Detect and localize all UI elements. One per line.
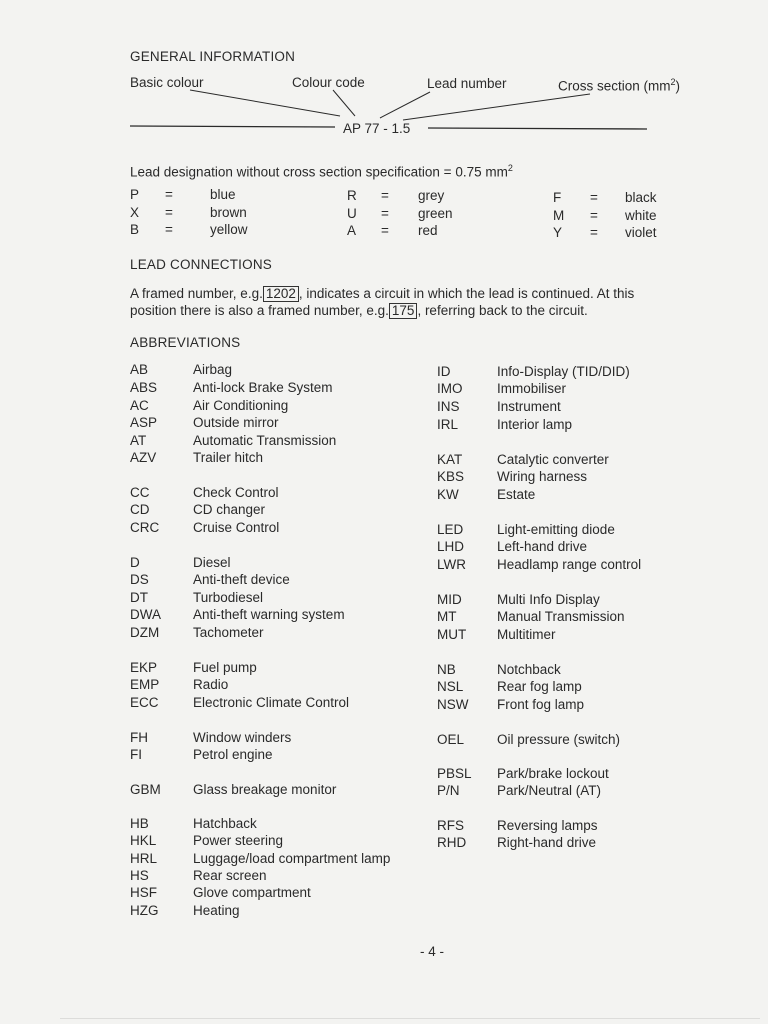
lead-connections-heading: LEAD CONNECTIONS <box>130 257 272 272</box>
colour-equals: = <box>165 205 173 220</box>
abbreviation-code: NSL <box>437 679 464 694</box>
abbreviation-code: AZV <box>130 450 157 465</box>
abbreviation-definition: Reversing lamps <box>497 818 598 833</box>
abbreviation-definition: Oil pressure (switch) <box>497 732 621 747</box>
abbreviation-definition: Headlamp range control <box>497 557 642 572</box>
abbreviation-definition: Glass breakage monitor <box>193 782 337 797</box>
abbreviation-definition: Check Control <box>193 485 279 500</box>
abbreviation-code: NB <box>437 662 456 677</box>
abbreviation-code: CD <box>130 502 150 517</box>
abbreviation-code: LWR <box>437 557 466 572</box>
colour-name: blue <box>210 187 236 202</box>
abbreviation-code: NSW <box>437 697 469 712</box>
abbreviation-code: EMP <box>130 677 160 692</box>
colour-name: black <box>625 190 657 205</box>
abbreviation-definition: Radio <box>193 677 229 692</box>
abbreviation-code: ABS <box>130 380 158 395</box>
colour-equals: = <box>590 208 598 223</box>
colour-equals: = <box>590 190 598 205</box>
abbreviation-code: HZG <box>130 903 159 918</box>
abbreviation-definition: Rear fog lamp <box>497 679 582 694</box>
abbreviation-code: PBSL <box>437 766 472 781</box>
abbreviation-definition: Anti-theft warning system <box>193 607 345 622</box>
general-information-heading: GENERAL INFORMATION <box>130 49 296 64</box>
abbreviation-definition: Right-hand drive <box>497 835 597 850</box>
abbreviation-definition: Instrument <box>497 399 561 414</box>
colour-code: X <box>130 205 140 220</box>
colour-equals: = <box>381 223 389 238</box>
abbreviations-heading: ABBREVIATIONS <box>130 335 241 350</box>
abbreviation-definition: Multi Info Display <box>497 592 600 607</box>
page-bottom-edge <box>60 1018 760 1019</box>
colour-equals: = <box>381 206 389 221</box>
abbreviation-definition: Hatchback <box>193 816 257 831</box>
abbreviation-code: GBM <box>130 782 161 797</box>
colour-code: R <box>347 188 357 203</box>
colour-name: yellow <box>210 222 248 237</box>
colour-equals: = <box>590 225 598 240</box>
label-colour-code: Colour code <box>292 75 365 90</box>
abbreviation-code: RHD <box>437 835 467 850</box>
abbreviation-code: DT <box>130 590 148 605</box>
abbreviation-code: DWA <box>130 607 161 622</box>
abbreviation-code: MID <box>437 592 462 607</box>
lead-line2-end: , referring back to the circuit. <box>417 303 588 318</box>
lead-connections-line-2 <box>130 303 588 319</box>
abbreviation-code: EKP <box>130 660 158 675</box>
abbreviation-code: ASP <box>130 415 158 430</box>
abbreviation-code: INS <box>437 399 460 414</box>
colour-code: Y <box>553 225 563 240</box>
abbreviation-code: LHD <box>437 539 465 554</box>
abbreviation-code: MT <box>437 609 457 624</box>
abbreviation-definition: Trailer hitch <box>193 450 264 465</box>
abbreviation-definition: Window winders <box>193 730 292 745</box>
colour-name: green <box>418 206 453 221</box>
abbreviation-definition: Front fog lamp <box>497 697 585 712</box>
abbreviation-definition: Immobiliser <box>497 381 567 396</box>
abbreviation-definition: Automatic Transmission <box>193 433 337 448</box>
abbreviation-definition: Glove compartment <box>193 885 311 900</box>
abbreviation-code: MUT <box>437 627 467 642</box>
abbreviation-code: D <box>130 555 140 570</box>
abbreviation-code: ECC <box>130 695 159 710</box>
abbreviation-code: HKL <box>130 833 157 848</box>
abbreviation-definition: Diesel <box>193 555 231 570</box>
abbreviation-definition: Anti-lock Brake System <box>193 380 333 395</box>
abbreviation-code: RFS <box>437 818 464 833</box>
lead-line2-start: position there is also a framed number, e.g. <box>130 303 389 318</box>
abbreviation-code: ID <box>437 364 451 379</box>
abbreviation-definition: Rear screen <box>193 868 267 883</box>
colour-name: white <box>625 208 657 223</box>
abbreviation-code: CRC <box>130 520 160 535</box>
framed-number: 175 <box>389 303 418 319</box>
abbreviation-definition: Fuel pump <box>193 660 257 675</box>
abbreviation-definition: Left-hand drive <box>497 539 588 554</box>
label-cross-sup: 2 <box>670 77 676 87</box>
colour-name: violet <box>625 225 657 240</box>
abbreviation-code: KAT <box>437 452 463 467</box>
abbreviation-code: HB <box>130 816 149 831</box>
lead-connections-line-1 <box>130 286 634 302</box>
lead-line1-end: , indicates a circuit in which the lead is continued. At this <box>298 286 635 301</box>
abbreviation-code: FH <box>130 730 148 745</box>
abbreviation-definition: Turbodiesel <box>193 590 264 605</box>
colour-equals: = <box>165 187 173 202</box>
abbreviation-definition: Petrol engine <box>193 747 273 762</box>
abbreviation-code: FI <box>130 747 142 762</box>
abbreviation-definition: CD changer <box>193 502 266 517</box>
label-basic-colour: Basic colour <box>130 75 204 90</box>
abbreviation-code: AB <box>130 362 149 377</box>
abbreviation-definition: Power steering <box>193 833 284 848</box>
colour-equals: = <box>381 188 389 203</box>
colour-code: P <box>130 187 140 202</box>
abbreviation-definition: Manual Transmission <box>497 609 625 624</box>
abbreviation-definition: Park/Neutral (AT) <box>497 783 602 798</box>
lead-example-code: AP 77 - 1.5 <box>343 121 411 136</box>
lead-line1-start: A framed number, e.g. <box>130 286 263 301</box>
colour-name: brown <box>210 205 247 220</box>
label-cross-end: ) <box>675 78 681 94</box>
abbreviation-code: KBS <box>437 469 465 484</box>
abbreviation-definition: Luggage/load compartment lamp <box>193 851 391 866</box>
abbreviation-code: DS <box>130 572 149 587</box>
abbreviation-definition: Cruise Control <box>193 520 280 535</box>
abbreviation-definition: Tachometer <box>193 625 264 640</box>
abbreviation-definition: Electronic Climate Control <box>193 695 350 710</box>
abbreviation-code: LED <box>437 522 464 537</box>
colour-name: red <box>418 223 438 238</box>
abbreviation-definition: Multitimer <box>497 627 556 642</box>
colour-code: M <box>553 208 565 223</box>
abbreviation-definition: Heating <box>193 903 240 918</box>
abbreviation-definition: Air Conditioning <box>193 398 289 413</box>
colour-code: U <box>347 206 357 221</box>
designation-sup: 2 <box>507 163 513 173</box>
abbreviation-code: IMO <box>437 381 463 396</box>
abbreviation-code: HS <box>130 868 149 883</box>
abbreviation-code: KW <box>437 487 459 502</box>
abbreviation-definition: Light-emitting diode <box>497 522 615 537</box>
abbreviation-definition: Catalytic converter <box>497 452 609 467</box>
abbreviation-definition: Outside mirror <box>193 415 279 430</box>
label-cross-text: Cross section (mm <box>558 78 671 94</box>
colour-code: B <box>130 222 140 237</box>
colour-equals: = <box>165 222 173 237</box>
abbreviation-definition: Interior lamp <box>497 417 573 432</box>
abbreviation-code: DZM <box>130 625 160 640</box>
abbreviation-code: IRL <box>437 417 459 432</box>
abbreviation-definition: Anti-theft device <box>193 572 290 587</box>
abbreviation-definition: Wiring harness <box>497 469 588 484</box>
abbreviation-code: AT <box>130 433 147 448</box>
designation-text: Lead designation without cross section specification = 0.75 mm <box>130 164 508 180</box>
framed-number: 1202 <box>263 286 299 302</box>
abbreviation-code: P/N <box>437 783 460 798</box>
colour-code: A <box>347 223 357 238</box>
page-number: - 4 - <box>420 944 445 959</box>
abbreviation-code: HRL <box>130 851 158 866</box>
abbreviation-definition: Estate <box>497 487 536 502</box>
colour-name: grey <box>418 188 445 203</box>
lead-designation-note <box>130 163 513 180</box>
abbreviation-code: OEL <box>437 732 465 747</box>
abbreviation-code: HSF <box>130 885 157 900</box>
label-lead-number: Lead number <box>427 76 507 91</box>
abbreviation-code: CC <box>130 485 150 500</box>
abbreviation-definition: Airbag <box>193 362 233 377</box>
abbreviation-definition: Notchback <box>497 662 561 677</box>
abbreviation-code: AC <box>130 398 149 413</box>
abbreviation-definition: Info-Display (TID/DID) <box>497 364 630 379</box>
abbreviation-definition: Park/brake lockout <box>497 766 609 781</box>
colour-code: F <box>553 190 562 205</box>
